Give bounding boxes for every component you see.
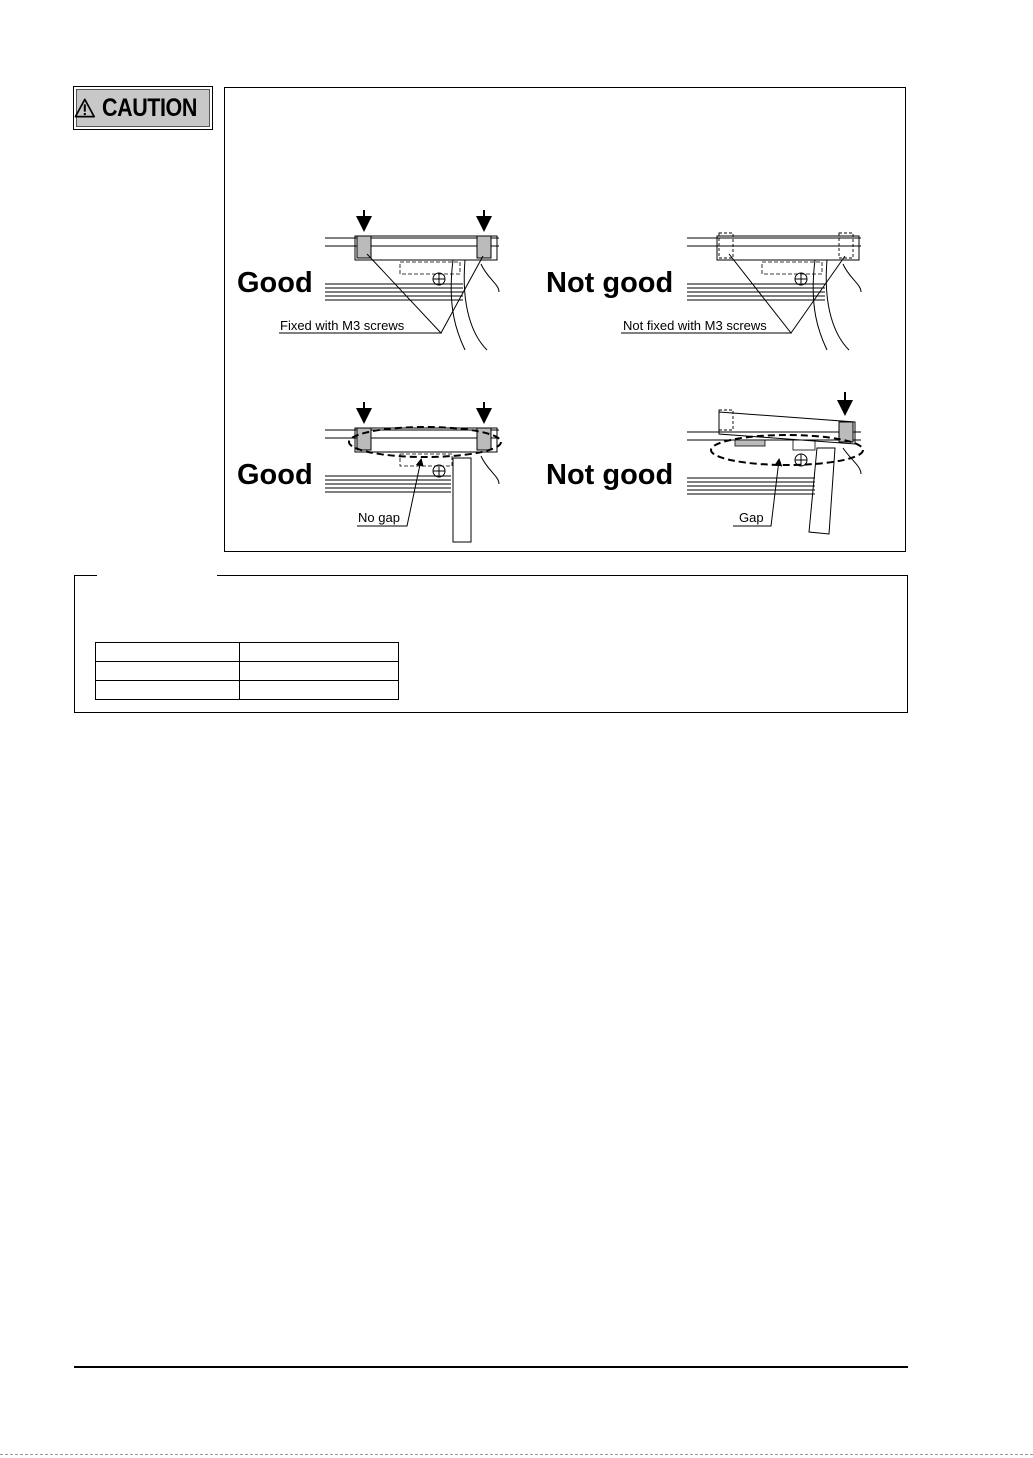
screw-left — [357, 236, 371, 258]
panel-status-label: Good — [237, 459, 313, 491]
panel-status-label: Good — [237, 267, 313, 299]
table-cell — [96, 643, 240, 662]
panel-callout-label: Fixed with M3 screws — [280, 318, 405, 333]
table-cell — [240, 681, 399, 700]
panel-good-bottom — [325, 402, 501, 542]
caution-badge — [73, 86, 213, 130]
page-edge-dots — [0, 1454, 1033, 1455]
table-cell — [96, 681, 240, 700]
screw-right — [839, 422, 853, 442]
installation-diagram — [225, 88, 907, 553]
table-cell — [96, 662, 240, 681]
footer-rule — [74, 1366, 908, 1368]
table-row — [96, 681, 399, 700]
note-title-gap — [97, 573, 217, 579]
table-row — [96, 662, 399, 681]
panel-callout-label: Not fixed with M3 screws — [623, 318, 767, 333]
panel-not-good-bottom — [687, 392, 863, 534]
panel-status-label: Not good — [546, 459, 674, 491]
panel-callout-label: Gap — [739, 510, 764, 525]
installation-figure — [224, 87, 906, 552]
table-cell — [240, 662, 399, 681]
screw-right — [477, 236, 491, 258]
warning-triangle-icon — [74, 94, 96, 122]
table-cell — [240, 643, 399, 662]
note-box — [74, 575, 908, 713]
caution-label: CAUTION — [101, 93, 197, 122]
panel-callout-label: No gap — [358, 510, 400, 525]
panel-status-label: Not good — [546, 267, 674, 299]
screw-right — [477, 428, 491, 450]
table-row — [96, 643, 399, 662]
spec-table — [95, 642, 399, 700]
